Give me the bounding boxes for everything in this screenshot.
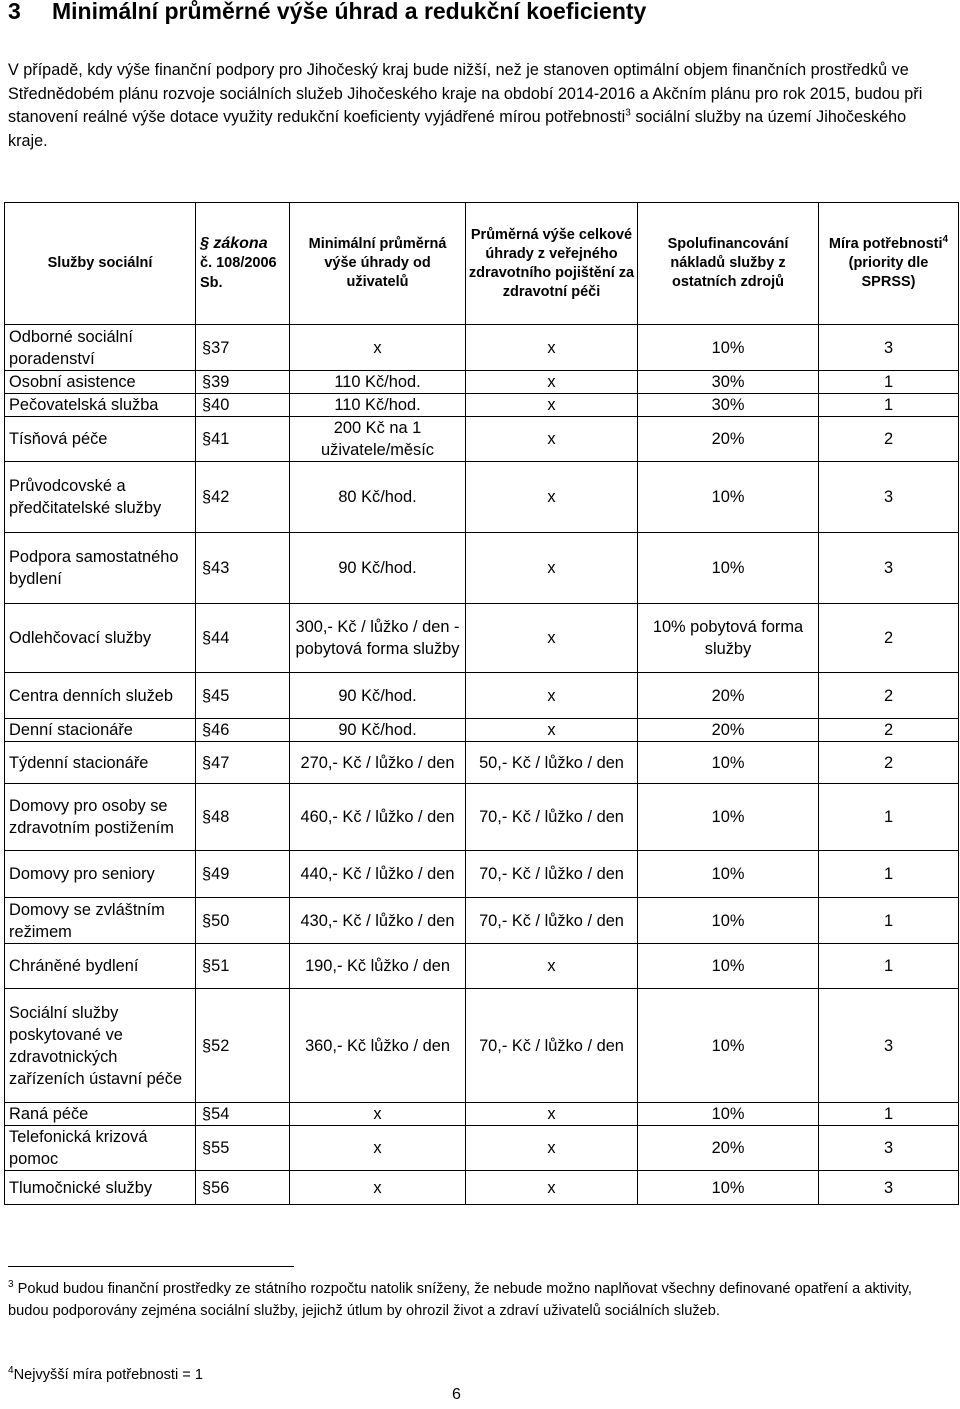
cell-min-payment: 430,- Kč / lůžko / den (290, 898, 466, 944)
cell-paragraph: §42 (196, 462, 290, 533)
header-need (819, 203, 959, 325)
cell-min-payment: x (290, 325, 466, 371)
cell-health-insurance: x (466, 462, 638, 533)
footnote-3-text: Pokud budou finanční prostředky ze státního rozpočtu natolik sníženy, že nebude možno naplňovat všechny definované opatření a aktivity, budou podporovány zejména sociální služby, jejichž útlum by ohrozil život a zdraví uživatelů sociálních služeb. (8, 1281, 912, 1319)
intro-paragraph (8, 59, 938, 153)
cell-paragraph: §56 (196, 1171, 290, 1205)
cell-need: 3 (819, 325, 959, 371)
table-row (5, 898, 959, 944)
cell-service: Tlumočnické služby (5, 1171, 196, 1205)
table-row (5, 462, 959, 533)
cell-paragraph: §49 (196, 851, 290, 898)
cell-need: 1 (819, 371, 959, 394)
cell-paragraph: §39 (196, 371, 290, 394)
cell-health-insurance: x (466, 325, 638, 371)
cell-paragraph: §45 (196, 673, 290, 719)
cell-need: 2 (819, 742, 959, 784)
cell-paragraph: §43 (196, 533, 290, 604)
cell-health-insurance: x (466, 1126, 638, 1171)
cell-service: Pečovatelská služba (5, 394, 196, 417)
cell-cofinancing: 10% (638, 462, 819, 533)
cell-service: Odlehčovací služby (5, 604, 196, 673)
cell-cofinancing: 30% (638, 371, 819, 394)
header-need-end: (priority dle SPRSS) (848, 255, 929, 290)
cell-cofinancing: 10% (638, 898, 819, 944)
payments-table (4, 202, 959, 1205)
header-law-sub: č. 108/2006 Sb. (200, 255, 277, 291)
table-row (5, 851, 959, 898)
cell-service: Sociální služby poskytované ve zdravotnických zařízeních ústavní péče (5, 989, 196, 1103)
cell-health-insurance: 70,- Kč / lůžko / den (466, 898, 638, 944)
cell-health-insurance: 70,- Kč / lůžko / den (466, 851, 638, 898)
cell-cofinancing: 10% (638, 533, 819, 604)
cell-min-payment: x (290, 1126, 466, 1171)
header-service: Služby sociální (5, 203, 196, 325)
cell-min-payment: 90 Kč/hod. (290, 673, 466, 719)
cell-need: 2 (819, 719, 959, 742)
cell-cofinancing: 10% (638, 784, 819, 851)
cell-service: Domovy pro osoby se zdravotním postižením (5, 784, 196, 851)
table-row (5, 394, 959, 417)
table-row (5, 325, 959, 371)
cell-need: 2 (819, 604, 959, 673)
cell-need: 2 (819, 417, 959, 462)
footnote-4-text: Nejvyšší míra potřebnosti = 1 (13, 1367, 203, 1383)
cell-paragraph: §44 (196, 604, 290, 673)
cell-need: 3 (819, 1126, 959, 1171)
table-row (5, 944, 959, 989)
cell-cofinancing: 10% (638, 851, 819, 898)
cell-health-insurance: x (466, 719, 638, 742)
cell-min-payment: 90 Kč/hod. (290, 533, 466, 604)
cell-health-insurance: x (466, 1103, 638, 1126)
table-body (5, 325, 959, 1205)
cell-min-payment: 440,- Kč / lůžko / den (290, 851, 466, 898)
header-cofinancing: Spolufinancování nákladů služby z ostatních zdrojů (638, 203, 819, 325)
cell-cofinancing: 10% (638, 325, 819, 371)
cell-paragraph: §41 (196, 417, 290, 462)
cell-need: 1 (819, 784, 959, 851)
cell-need: 3 (819, 989, 959, 1103)
cell-cofinancing: 10% (638, 1103, 819, 1126)
cell-paragraph: §50 (196, 898, 290, 944)
cell-health-insurance: x (466, 371, 638, 394)
cell-min-payment: 190,- Kč lůžko / den (290, 944, 466, 989)
cell-need: 1 (819, 944, 959, 989)
cell-min-payment: 460,- Kč / lůžko / den (290, 784, 466, 851)
cell-service: Osobní asistence (5, 371, 196, 394)
cell-health-insurance: x (466, 1171, 638, 1205)
cell-need: 3 (819, 533, 959, 604)
cell-service: Týdenní stacionáře (5, 742, 196, 784)
cell-health-insurance: x (466, 394, 638, 417)
header-need-label: Míra potřebnosti (828, 236, 943, 252)
table-row (5, 417, 959, 462)
header-law (196, 203, 290, 325)
cell-paragraph: §54 (196, 1103, 290, 1126)
footnote-4-mark: 4 (8, 1365, 14, 1377)
cell-need: 1 (819, 898, 959, 944)
cell-cofinancing: 30% (638, 394, 819, 417)
header-health-insurance: Průměrná výše celkové úhrady z veřejného zdravotního pojištění za zdravotní péči (466, 203, 638, 325)
cell-min-payment: 90 Kč/hod. (290, 719, 466, 742)
cell-paragraph: §55 (196, 1126, 290, 1171)
cell-min-payment: 110 Kč/hod. (290, 371, 466, 394)
section-heading (8, 0, 646, 25)
header-min-payment: Minimální průměrná výše úhrady od uživatelů (290, 203, 466, 325)
footnote-3-mark: 3 (8, 1279, 14, 1291)
cell-service: Průvodcovské a předčitatelské služby (5, 462, 196, 533)
table-row (5, 784, 959, 851)
cell-cofinancing: 10% (638, 944, 819, 989)
footnote-ref-3[interactable]: 3 (625, 107, 631, 119)
cell-cofinancing: 20% (638, 1126, 819, 1171)
cell-health-insurance: x (466, 604, 638, 673)
cell-paragraph: §48 (196, 784, 290, 851)
table-row (5, 719, 959, 742)
section-title: Minimální průměrné výše úhrad a redukční koeficienty (52, 0, 647, 24)
cell-min-payment: 110 Kč/hod. (290, 394, 466, 417)
cell-service: Centra denních služeb (5, 673, 196, 719)
intro-text-end: sociální služby na území Jihočeského kraje. (8, 108, 907, 150)
cell-cofinancing: 10% (638, 1171, 819, 1205)
cell-cofinancing: 20% (638, 417, 819, 462)
cell-service: Denní stacionáře (5, 719, 196, 742)
footnote-3 (8, 1278, 928, 1322)
cell-paragraph: §52 (196, 989, 290, 1103)
cell-health-insurance: x (466, 417, 638, 462)
cell-paragraph: §47 (196, 742, 290, 784)
footnote-divider (8, 1266, 294, 1267)
cell-health-insurance: x (466, 944, 638, 989)
cell-service: Domovy pro seniory (5, 851, 196, 898)
table-header-row (5, 203, 959, 325)
table-row (5, 673, 959, 719)
cell-need: 1 (819, 394, 959, 417)
cell-min-payment: x (290, 1171, 466, 1205)
cell-min-payment: 200 Kč na 1 uživatele/měsíc (290, 417, 466, 462)
cell-need: 3 (819, 462, 959, 533)
cell-min-payment: 270,- Kč / lůžko / den (290, 742, 466, 784)
cell-paragraph: §40 (196, 394, 290, 417)
table-row (5, 604, 959, 673)
cell-paragraph: §51 (196, 944, 290, 989)
table-row (5, 533, 959, 604)
footnote-4 (8, 1364, 928, 1386)
cell-cofinancing: 10% (638, 742, 819, 784)
cell-service: Raná péče (5, 1103, 196, 1126)
cell-min-payment: 80 Kč/hod. (290, 462, 466, 533)
cell-min-payment: 360,- Kč lůžko / den (290, 989, 466, 1103)
table-row (5, 1171, 959, 1205)
cell-health-insurance: 50,- Kč / lůžko / den (466, 742, 638, 784)
cell-min-payment: 300,- Kč / lůžko / den - pobytová forma služby (290, 604, 466, 673)
footnote-ref-4[interactable]: 4 (942, 234, 949, 246)
cell-service: Podpora samostatného bydlení (5, 533, 196, 604)
cell-min-payment: x (290, 1103, 466, 1126)
paragraph-symbol: § (200, 235, 209, 252)
cell-service: Domovy se zvláštním režimem (5, 898, 196, 944)
table-row (5, 989, 959, 1103)
header-law-label: zákona (213, 235, 268, 252)
cell-need: 1 (819, 1103, 959, 1126)
cell-service: Odborné sociální poradenství (5, 325, 196, 371)
cell-need: 1 (819, 851, 959, 898)
table-row (5, 371, 959, 394)
cell-cofinancing: 20% (638, 719, 819, 742)
cell-health-insurance: 70,- Kč / lůžko / den (466, 784, 638, 851)
cell-cofinancing: 10% (638, 989, 819, 1103)
cell-service: Chráněné bydlení (5, 944, 196, 989)
cell-service: Telefonická krizová pomoc (5, 1126, 196, 1171)
table-row (5, 742, 959, 784)
cell-need: 2 (819, 673, 959, 719)
table-row (5, 1126, 959, 1171)
cell-health-insurance: x (466, 673, 638, 719)
cell-cofinancing: 20% (638, 673, 819, 719)
intro-text: V případě, kdy výše finanční podpory pro Jihočeský kraj bude nižší, než je stanoven optimální objem finančních prostředků ve Střednědobém plánu rozvoje sociálních služeb Jihočeského kraje na období 2014-2016 a Akčním plánu pro rok 2015, budou při stanovení reálné výše dotace využity redukční koeficienty vyjádřené mírou potřebnosti (8, 61, 923, 126)
page-number: 6 (452, 1386, 461, 1403)
cell-health-insurance: x (466, 533, 638, 604)
section-number: 3 (8, 0, 21, 24)
cell-paragraph: §37 (196, 325, 290, 371)
cell-paragraph: §46 (196, 719, 290, 742)
cell-cofinancing: 10% pobytová forma služby (638, 604, 819, 673)
table-row (5, 1103, 959, 1126)
cell-need: 3 (819, 1171, 959, 1205)
cell-service: Tísňová péče (5, 417, 196, 462)
cell-health-insurance: 70,- Kč / lůžko / den (466, 989, 638, 1103)
